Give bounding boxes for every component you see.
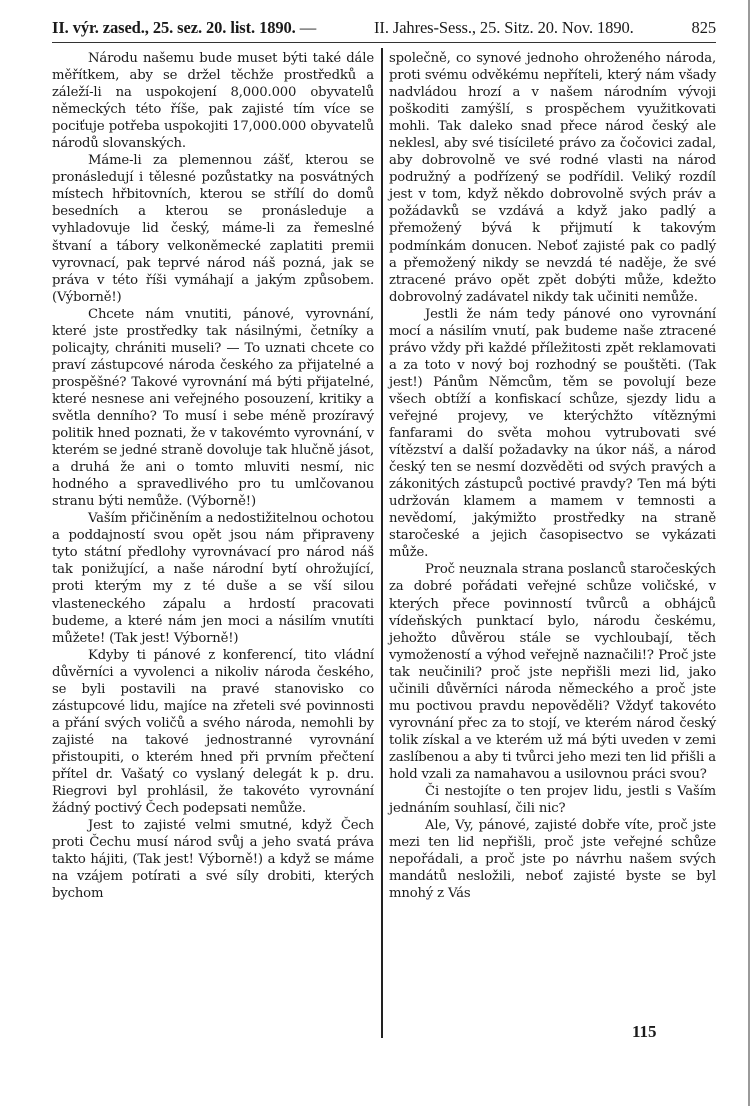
running-header [52,18,716,38]
column-divider [381,48,383,1038]
paragraph: Máme-li za plemennou zášť, kterou se pronásledují i tělesné pozůstatky na posvátných místech hřbitovních, kterou se střílí do domů besedních a kterou se pronásleduje a vyhladovuje lid český, máme-li za řemeslné štvaní a tábory velkoněmecké zaplatiti premii vyrovnací, pak teprvé národ náš pozná, jak se práva v této říši vymáhají a jakým způsobem. (Výborně!) [52,153,374,305]
paragraph: Či nestojíte o ten projev lidu, jestli s Vaším jednáním souhlasí, čili nic? [389,784,716,817]
header-czech-text: II. výr. zased., 25. sez. 20. list. 1890. [52,18,296,37]
paragraph-continuation: společně, co synové jednoho ohroženého národa, proti svému odvěkému nepříteli, který nám všady nadvládou hrozí a v našem národním vývoji poškoditi zamýšlí, s prospěchem využitkovati mohli. Tak daleko snad přece národ český ale neklesl, aby své tisícileté právo za čočovici zadal, aby dobrovolně ve své rodné vlasti na národ podružný a podřízený se podřídil. Veliký rozdíl jest v tom, když někdo dobrovolně svých práv a požádavků se vzdává a když jako padlý a přemožený bývá k přijmutí k takovým podmínkám donucen. Neboť zajisté pak co padlý a přemožený nikdy se nevzdá té naděje, že své ztracené právo opět zpět dobýti může, kdežto dobrovolný zadávatel nikdy tak učiniti nemůže. [389,51,716,305]
paragraph: Proč neuznala strana poslanců staročeských za dobré pořádati veřejné schůze voličské, v kterých přece povinností tvůrců a obhájců vídeňských punktací bylo, národu českému, jehožto důvěrou stále se vychloubají, těch vymožeností a výhod veřejně naznačili!? Proč jste tak neučinili? proč jste nepřišli mezi lid, jako učinili důvěrníci národa německého a proč jste mu poctivou pravdu nepověděli? Vždyť takovéto vyrovnání přec za to stojí, ve kterém národ český tolik získal a ve kterém už má býti uveden v zemi zaslíbenou a aby ti tvůrci jeho mezi ten lid přišli a hold vzali za namahavou a usilovnou práci svou? [389,562,716,782]
right-column [389,50,716,902]
header-german: II. Jahres-Sess., 25. Sitz. 20. Nov. 1890. [374,18,634,37]
header-folio: 825 [691,18,716,37]
header-separator: — [299,18,317,37]
header-czech [52,18,316,38]
paragraph: Národu našemu bude muset býti také dále měřítkem, aby se držel těchže prostředků a záleží-li na uspokojení 8,000.000 obyvatelů německých této říše, pak zajisté tím více se pociťuje potřeba uspokojiti 17,000.000 obyvatelů národů slovanských. [52,51,374,152]
paragraph: Chcete nám vnutiti, pánové, vyrovnání, které jste prostředky tak násilnými, četníky a policajty, chrániti museli? — To uznati chcete co praví zástupcové národa českého za přijatelné a prospěšné? Takové vyrovnání má býti přijatelné, které nesnese ani veřejného posouzení, kritiky a světla denního? To musí i sebe méně prozíravý politik hned poznati, že v takovémto vyrovnání, v kterém se jedné straně dovoluje tak hlučně jásot, a druhá že ani o tomto mluviti nesmí, nic hodného a spravedlivého pro tu umlčovanou stranu býti nemůže. (Výborně!) [52,306,375,510]
header-rule [52,42,716,43]
paragraph: Jest to zajisté velmi smutné, když Čech proti Čechu musí národ svůj a jeho svatá práva takto hájiti, (Tak jest! Výborně!) a když se máme na vzájem potírati a své síly drobiti, kterých bychom [52,818,374,902]
paragraph: Kdyby ti pánové z konferencí, tito vládní důvěrníci a vyvolenci a nikoliv národa českého, se byli postavili na pravé stanovisko co zástupcové lidu, majíce na zřeteli své povinnosti a přání svých voličů a svého národa, nemohli by zajisté na takové jednostranné vyrovnání přistoupiti, o kterém hned při prvním přečtení přítel dr. Vašatý co vyslaný delegát k p. dru. Riegrovi byl prohlásil, že takovéto vyrovnání žádný poctivý Čech podepsati nemůže. [52,647,374,817]
sheet-number: 115 [632,1022,657,1041]
paragraph: Vaším přičiněním a nedostižitelnou ochotou a poddajností svou opět jsou nám připraveny tyto státní předlohy vyrovnávací pro národ náš tak ponižující, a naše národní bytí ohrožující, proti kterým my z té duše a se vší silou vlasteneckého zápalu a hrdostí pracovati budeme, a které nám jen moci a násilím vnutíti můžete! (Tak jest! Výborně!) [52,511,374,646]
paragraph: Jestli že nám tedy pánové ono vyrovnání mocí a násilím vnutí, pak budeme naše ztracené právo vždy při každé příležitosti zpět reklamovati a za toto v nový boj rozhodný se pouštěti. (Tak jest!) Pánům Němcům, těm se povolují beze všech obtíží a konfiskací schůze, sjezdy lidu a veřejné projevy, ve kterýchžto vítěznými fanfarami do světa mohou vytrubovati své vítězství a další požadavky na úkor náš, a národ český ten se nesmí dozvěděti od svých pravých a zákonitých zástupců poctivé pravdy? Ten má býti udržován klamem a mamem v temnosti a nevědomí, jakýmižto prostředky na straně staročeské a jejich časopisectvo se vykázati může. [389,306,716,561]
paragraph: Ale, Vy, pánové, zajisté dobře víte, proč jste mezi ten lid nepřišli, proč jste veřejné schůze nepořádali, a proč jste po návrhu našem svých mandátů nesložili, neboť zajisté byste se byl mnohý z Vás [389,818,716,902]
left-column [52,50,374,902]
